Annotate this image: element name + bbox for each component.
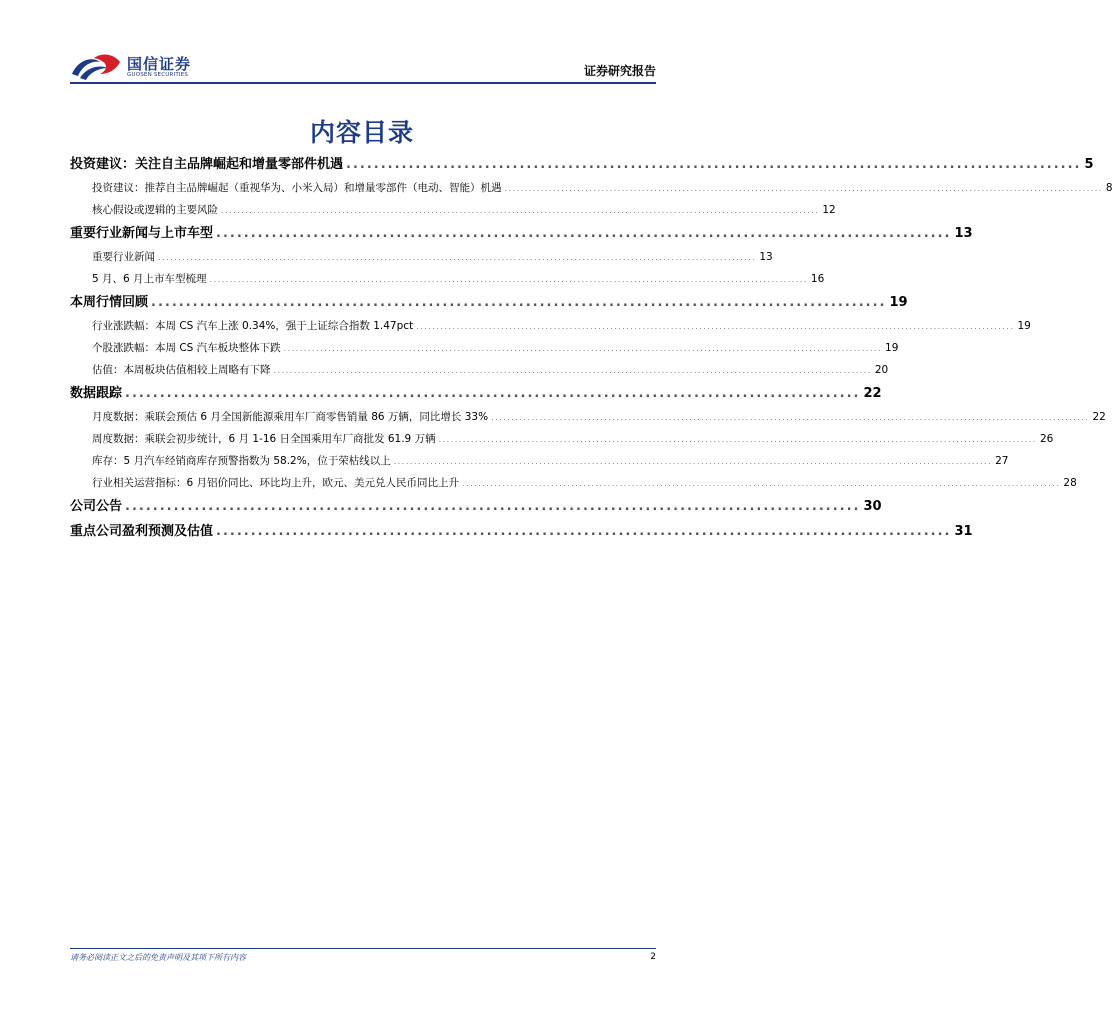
toc-entry-key-news[interactable] <box>70 246 773 268</box>
toc-entry-investment-advice[interactable] <box>70 152 1094 177</box>
dot-leader: .................................................................................................................................................... <box>504 184 1103 193</box>
toc-entry-weekly-data[interactable] <box>70 428 1054 450</box>
toc-entry-page: 30 <box>863 499 882 514</box>
toc-entry-title: 周度数据：乘联会初步统计，6 月 1-16 日全国乘用车厂商批发 61.9 万辆 <box>92 433 436 445</box>
toc-entry-page: 12 <box>822 204 836 216</box>
toc-entry-page: 22 <box>863 386 882 401</box>
toc-entry-title: 月度数据：乘联会预估 6 月全国新能源乘用车厂商零售销量 86 万辆，同比增长 33% <box>92 411 489 423</box>
toc-entry-data-tracking[interactable] <box>70 381 882 406</box>
dot-leader: .................................................................................................................................................... <box>283 344 883 353</box>
toc-entry-page: 19 <box>885 342 899 354</box>
brand-name-cn: 国信证券 <box>127 55 192 73</box>
dot-leader: .......................................................................................................... <box>216 226 952 241</box>
toc-entry-title: 估值：本周板块估值相较上周略有下降 <box>92 364 271 376</box>
toc-entry-title: 重点公司盈利预测及估值 <box>70 524 214 539</box>
toc-entry-title: 行业涨跌幅：本周 CS 汽车上涨 0.34%，强于上证综合指数 1.47pct <box>92 320 414 332</box>
toc-entry-page: 31 <box>954 524 973 539</box>
dot-leader: .................................................................................................................................................... <box>158 253 757 262</box>
dot-leader: .................................................................................................................................................... <box>273 366 872 375</box>
toc-entry-title: 数据跟踪 <box>70 386 123 401</box>
footer-divider <box>70 948 656 949</box>
toc-entry-page: 13 <box>954 226 973 241</box>
dot-leader: .......................................................................................................... <box>216 524 952 539</box>
table-of-contents <box>70 152 1113 544</box>
dot-leader: .................................................................................................................................................... <box>438 435 1037 444</box>
page-header <box>70 50 656 84</box>
dot-leader: .......................................................................................................... <box>125 499 861 514</box>
brand-name-en: GUOSEN SECURITIES <box>127 72 189 78</box>
dot-leader: .................................................................................................................................................... <box>393 457 993 466</box>
toc-entry-title: 公司公告 <box>70 499 123 514</box>
dot-leader: .................................................................................................................................................... <box>209 275 808 284</box>
toc-entry-monthly-data[interactable] <box>70 406 1106 428</box>
toc-entry-title: 核心假设或逻辑的主要风险 <box>92 204 218 216</box>
toc-entry-page: 5 <box>1084 157 1094 172</box>
header-divider <box>70 82 656 84</box>
toc-entry-title: 库存：5 月汽车经销商库存预警指数为 58.2%，位于荣枯线以上 <box>92 455 391 467</box>
page-number: 2 <box>650 952 656 962</box>
toc-entry-page: 19 <box>889 295 908 310</box>
toc-entry-title: 重要行业新闻 <box>92 251 155 263</box>
toc-entry-new-models[interactable] <box>70 268 825 290</box>
toc-entry-page: 8 <box>1105 182 1113 194</box>
toc-entry-title: 重要行业新闻与上市车型 <box>70 226 214 241</box>
toc-entry-page: 27 <box>995 455 1009 467</box>
toc-entry-page: 19 <box>1017 320 1031 332</box>
dot-leader: .......................................................................................................... <box>125 386 861 401</box>
toc-entry-earnings-forecast[interactable] <box>70 519 973 544</box>
brand-logo <box>70 50 210 84</box>
toc-entry-title: 5 月、6 月上市车型梳理 <box>92 273 207 285</box>
toc-entry-title: 本周行情回顾 <box>70 295 149 310</box>
dot-leader: .......................................................................................................... <box>151 295 887 310</box>
dot-leader: .......................................................................................................... <box>346 157 1082 172</box>
toc-entry-sector-change[interactable] <box>70 315 1031 337</box>
toc-entry-inventory[interactable] <box>70 450 1009 472</box>
toc-entry-title: 行业相关运营指标：6 月铝价同比、环比均上升，欧元、美元兑人民币同比上升 <box>92 477 460 489</box>
disclaimer-note: 请务必阅读正文之后的免责声明及其项下所有内容 <box>70 953 246 962</box>
toc-entry-title: 投资建议：关注自主品牌崛起和增量零部件机遇 <box>70 157 344 172</box>
guosen-logo-icon <box>70 52 122 82</box>
dot-leader: .................................................................................................................................................... <box>221 206 820 215</box>
report-type-label: 证券研究报告 <box>583 64 656 78</box>
toc-entry-page: 16 <box>810 273 825 285</box>
toc-entry-operating-indicators[interactable] <box>70 472 1077 494</box>
toc-entry-stock-change[interactable] <box>70 337 899 359</box>
toc-entry-page: 20 <box>874 364 889 376</box>
dot-leader: .................................................................................................................................................... <box>491 413 1090 422</box>
dot-leader: .................................................................................................................................................... <box>462 479 1061 488</box>
toc-entry-title: 投资建议：推荐自主品牌崛起（重视华为、小米入局）和增量零部件（电动、智能）机遇 <box>92 182 502 194</box>
toc-entry-title: 个股涨跌幅：本周 CS 汽车板块整体下跌 <box>92 342 281 354</box>
dot-leader: .................................................................................................................................................... <box>416 322 1015 331</box>
toc-entry-risks[interactable] <box>70 199 836 221</box>
toc-entry-market-review[interactable] <box>70 290 908 315</box>
toc-entry-page: 26 <box>1039 433 1054 445</box>
toc-title: 内容目录 <box>309 118 414 147</box>
toc-entry-valuation[interactable] <box>70 359 889 381</box>
toc-entry-announcements[interactable] <box>70 494 882 519</box>
toc-entry-industry-news[interactable] <box>70 221 973 246</box>
toc-entry-page: 22 <box>1092 411 1106 423</box>
toc-entry-page: 13 <box>759 251 773 263</box>
toc-entry-recommendation[interactable] <box>70 177 1113 199</box>
toc-entry-page: 28 <box>1063 477 1077 489</box>
